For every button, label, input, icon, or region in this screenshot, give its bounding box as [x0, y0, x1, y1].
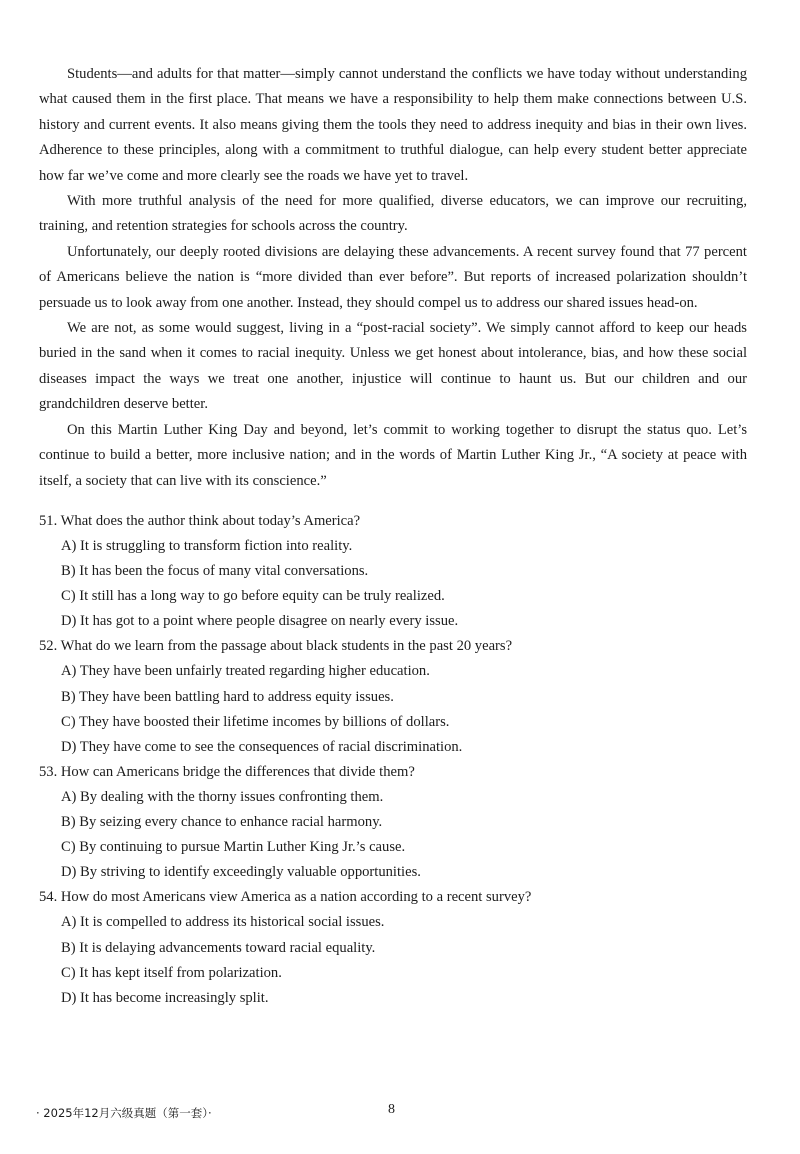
answer-option-d: D) It has got to a point where people disagree on nearly every issue. — [61, 613, 459, 630]
answer-option-a: A) They have been unfairly treated regarding higher education. — [61, 663, 430, 680]
passage-paragraph: We are not, as some would suggest, living in a “post-racial society”. We simply cannot afford to keep our heads buried in the sand when it comes to racial inequity. Unless we get honest about intolerance, bias, and how these social diseases impact the ways we treat one another, injustice will continue to haunt us. But our children and our grandchildren deserve better. — [39, 320, 747, 413]
answer-option-a: A) By dealing with the thorny issues confronting them. — [61, 788, 384, 805]
question-stem: 53. How can Americans bridge the differences that divide them? — [39, 763, 415, 780]
answer-option-c: C) They have boosted their lifetime incomes by billions of dollars. — [61, 713, 450, 730]
answer-option-c: C) By continuing to pursue Martin Luther King Jr.’s cause. — [61, 839, 406, 856]
passage-paragraph: On this Martin Luther King Day and beyond, let’s commit to working together to disrupt the status quo. Let’s continue to build a better, more inclusive nation; and in the words of Martin Luther King Jr., “A society at peace with itself, a society that can live with its conscience.” — [39, 421, 747, 489]
answer-option-d: D) By striving to identify exceedingly valuable opportunities. — [61, 864, 421, 881]
question-53 — [39, 760, 747, 885]
question-52 — [39, 634, 747, 759]
page-footer — [0, 1102, 800, 1122]
answer-option-b: B) It is delaying advancements toward racial equality. — [61, 939, 376, 956]
reading-passage — [39, 62, 747, 494]
answer-option-a: A) It is compelled to address its historical social issues. — [61, 914, 385, 931]
question-stem: 54. How do most Americans view America as a nation according to a recent survey? — [39, 889, 532, 906]
answer-option-a: A) It is struggling to transform fiction into reality. — [61, 538, 353, 554]
question-stem: 52. What do we learn from the passage about black students in the past 20 years? — [39, 638, 513, 655]
question-51 — [39, 509, 747, 634]
answer-option-b: B) By seizing every chance to enhance racial harmony. — [61, 814, 383, 831]
answer-option-c: C) It still has a long way to go before equity can be truly realized. — [61, 588, 445, 605]
page-number: 8 — [388, 1102, 395, 1117]
answer-option-d: D) It has become increasingly split. — [61, 989, 269, 1006]
passage-paragraph: With more truthful analysis of the need for more qualified, diverse educators, we can improve our recruiting, training, and retention strategies for schools across the country. — [39, 193, 747, 235]
answer-option-c: C) It has kept itself from polarization. — [61, 964, 282, 981]
question-list — [39, 509, 747, 1011]
answer-option-b: B) They have been battling hard to address equity issues. — [61, 688, 394, 705]
passage-paragraph: Students—and adults for that matter—simply cannot understand the conflicts we have today without understanding what caused them in the first place. That means we have a responsibility to help them make connections between U.S. history and current events. It also means giving them the tools they need to address inequity and bias in their own lives. Adherence to these principles, along with a commitment to truthful dialogue, can help every student better appreciate how far we’ve come and more clearly see the roads we have yet to travel. — [39, 66, 747, 184]
answer-option-b: B) It has been the focus of many vital conversations. — [61, 563, 369, 580]
passage-paragraph: Unfortunately, our deeply rooted divisions are delaying these advancements. A recent survey found that 77 percent of Americans believe the nation is “more divided than ever before”. But reports of increased polarization shouldn’t persuade us to look away from one another. Instead, they should compel us to address our shared issues head-on. — [39, 243, 747, 311]
question-stem: 51. What does the author think about today’s America? — [39, 512, 361, 529]
exam-page — [39, 62, 747, 1011]
answer-option-d: D) They have come to see the consequences of racial discrimination. — [61, 738, 463, 755]
question-54 — [39, 885, 747, 1010]
exam-label: · 2025年12月六级真题（第一套）· — [36, 1106, 212, 1120]
